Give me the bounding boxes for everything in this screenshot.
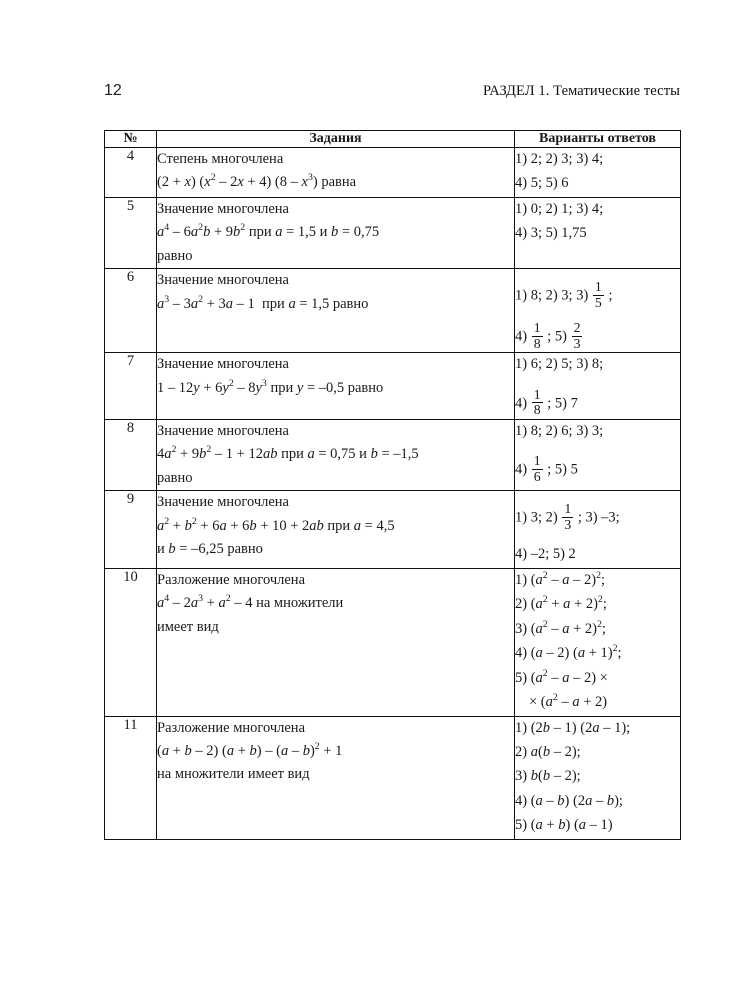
row-task [157,197,515,268]
table-body [105,148,681,840]
task-line: (a + b – 2) (a + b) – (a – b)$^2$ + 1 [157,741,343,759]
task-line: Значение многочлена [157,494,289,511]
row-task [157,148,515,198]
row-answers [515,491,681,568]
task-line: Значение многочлена [157,272,289,289]
task-line: Значение многочлена [157,356,289,373]
task-line: Степень многочлена [157,151,284,167]
task-line: $a^3 - 3a^2 + 3a - 1$ при a = 1,5 равно [157,294,369,312]
answer-line: 1) 0; 2) 1; 3) 4; [515,200,604,217]
answer-line: 1) 6; 2) 5; 3) 8; [515,356,604,373]
table-row [105,197,681,268]
answer-line: 3) $(a^2 - a + 2)^2$; [515,618,606,637]
row-task [157,491,515,568]
row-number: 10 [105,568,157,716]
table-row [105,148,681,198]
row-number: 7 [105,353,157,419]
row-answers [515,269,681,353]
answer-line: 3) b(b – 2); [515,768,581,785]
column-header-answers: Варианты ответов [515,131,681,148]
row-task [157,568,515,716]
answer-line: 5) ($a^2$ – a – 2) × [515,667,608,686]
task-line: Разложение многочлена [157,719,306,736]
row-answers [515,148,681,198]
row-answers [515,197,681,268]
task-line: Разложение многочлена [157,571,306,588]
task-line: (2 + x) $(x^2 - 2x + 4)$ $(8 - x^3)$ равна [157,172,357,191]
task-line: на множители имеет вид [157,766,310,783]
answer-line: 1) (2b – 1) (2a – 1); [515,719,631,736]
table-header-row [105,131,681,148]
task-line: $a^2 + b^2 + 6a + 6b + 10 + 2ab$ при a = 4,5 [157,515,395,534]
answer-line: 1) 3; 2) $\frac{1}{3}$ ; 3) –3; [515,501,620,532]
answer-line: 1) ($a^2$ – a – 2)$^2$; [515,569,606,588]
table-header [105,131,681,148]
row-number: 5 [105,197,157,268]
tests-table [104,130,681,840]
answer-line: 1) 8; 2) 6; 3) 3; [515,422,604,439]
task-line: $1 - 12y + 6y^2 - 8y^3$ при y = –0,5 равно [157,377,384,396]
answer-line: 1) 8; 2) 3; 3) $\frac{1}{5}$ ; [515,279,613,310]
row-answers [515,568,681,716]
answer-line: 4) –2; 5) 2 [515,546,576,563]
answer-line: 4) (a – b) (2a – b); [515,792,623,809]
answer-line: 4) $\frac{1}{8}$ ; 5) $\frac{2}{3}$ [515,320,581,351]
row-answers [515,419,681,490]
page-number: 12 [104,82,122,99]
row-number: 6 [105,269,157,353]
task-line: $a^4 - 6a^2b + 9b^2$ при a = 1,5 и b = 0,75 [157,222,380,241]
page-header [104,82,680,100]
table-row [105,491,681,568]
column-header-task: Задания [157,131,515,148]
row-number: 4 [105,148,157,198]
row-number: 9 [105,491,157,568]
row-task [157,419,515,490]
answer-line: 4) $\frac{1}{8}$ ; 5) 7 [515,386,578,418]
task-line: $4a^2 + 9b^2 - 1 + 12ab$ при a = 0,75 и b = –1,5 [157,444,419,463]
column-header-number: № [105,131,157,148]
task-line: имеет вид [157,618,219,635]
task-line: Значение многочлена [157,200,289,217]
task-line: равно [157,247,193,264]
answer-line: 1) 2; 2) 3; 3) 4; [515,151,604,167]
row-number: 11 [105,716,157,839]
task-line: Значение многочлена [157,422,289,439]
answer-line: 4) 3; 5) 1,75 [515,225,587,242]
row-answers [515,353,681,419]
answer-line: 4) $\frac{1}{6}$ ; 5) 5 [515,453,578,484]
task-line: $a^4 - 2a^3 + a^2 - 4$ на множители [157,593,344,612]
row-task [157,353,515,419]
answer-line: 4) 5; 5) 6 [515,175,569,192]
answer-line: 2) $(a^2 + a + 2)^2$; [515,594,607,613]
answer-line: 4) (a – 2) $(a + 1)^2$; [515,643,622,662]
row-answers [515,716,681,839]
table-row [105,419,681,490]
table-row [105,353,681,419]
row-number: 8 [105,419,157,490]
task-line: равно [157,469,193,486]
row-task [157,716,515,839]
table-row [105,568,681,716]
section-title: РАЗДЕЛ 1. Тематические тесты [482,83,680,99]
table-row [105,716,681,839]
table-row [105,269,681,353]
row-task [157,269,515,353]
answer-line: 2) a(b – 2); [515,743,581,760]
task-line: и b = –6,25 равно [157,541,263,558]
answer-line: × $(a^2 - a + 2)$ [529,692,608,711]
answer-line: 5) (a + b) (a – 1) [515,817,613,834]
